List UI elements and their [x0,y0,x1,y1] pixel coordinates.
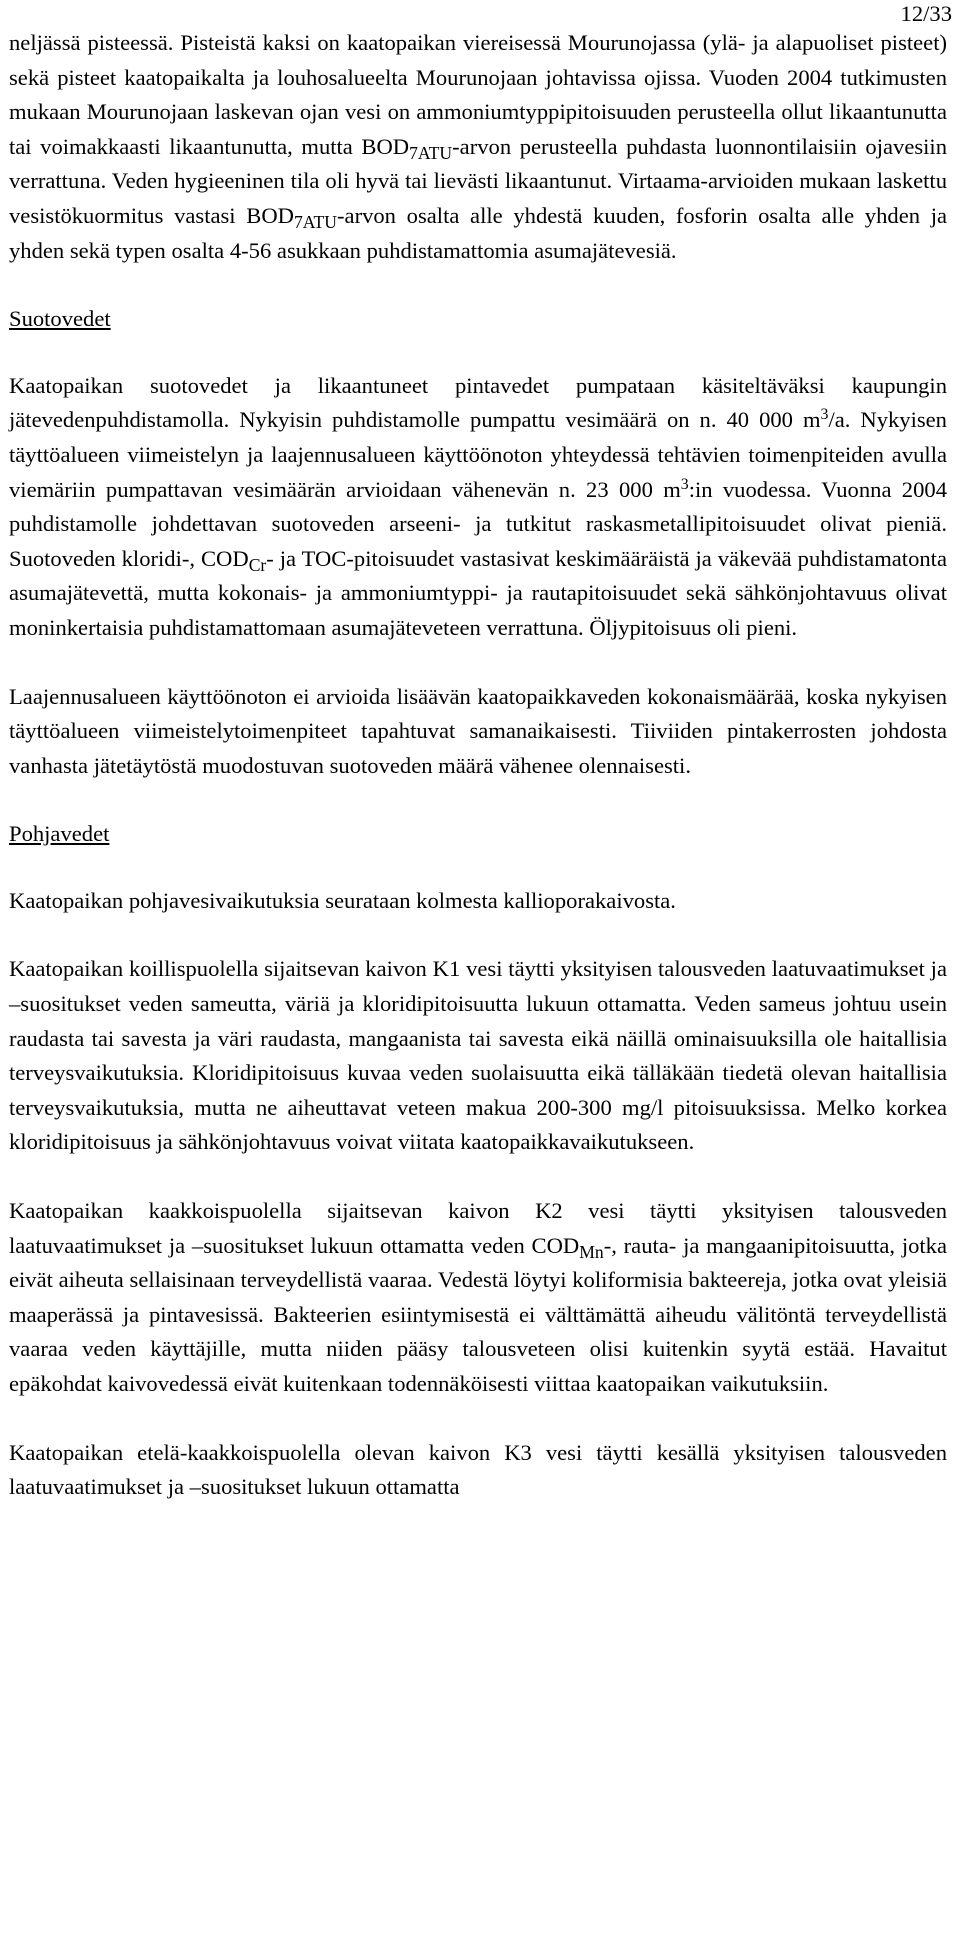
superscript: 3 [680,475,689,493]
page-number: 12/33 [900,1,952,26]
para-pohjavedet-intro [9,884,947,919]
text-run: :in vuodessa. Vuonna 2004 puhdistamolle johdettavan suotoveden arseeni- ja tutkitut raskasmetallipitoisuudet olivat pieniä. Suotoveden kloridi-, COD [9,476,947,571]
text-run: -arvon perusteella puhdasta luonnontilaisiin ojavesiin verrattuna. Veden hygieeninen tila oli hyvä tai lievästi likaantunut. Virtaama-arvioiden mukaan laskettu vesistökuormitus vastasi BOD [9,133,947,228]
para-suotovedet-1 [9,369,947,646]
text-run: -arvon osalta alle yhdestä kuuden, fosforin osalta alle yhden ja yhden sekä typen osalta 4-56 asukkaan puhdistamattomia asumajätevesiä. [9,202,948,263]
heading-suotovedet: Suotovedet [9,306,111,332]
heading-pohjavedet: Pohjavedet [9,821,110,847]
text-run: Kaatopaikan koillispuolella sijaitsevan kaivon K1 vesi täytti yksityisen talousveden laatuvaatimukset ja –suositukset veden sameutta, väriä ja kloridipitoisuutta lukuun ottamatta. Veden sameus johtuu usein raudasta tai savesta ja väri raudasta, mangaanista tai savesta eikä näillä ominaisuuksilla ole haitallisia terveysvaikutuksia. Kloridipitoisuus kuvaa veden suolaisuutta eikä tälläkään tiedetä olevan haitallisia terveysvaikutuksia, mutta ne aiheuttavat veteen makua 200-300 mg/l pitoisuuksissa. Melko korkea kloridipitoisuus ja sähkönjohtavuus voivat viitata kaatopaikkavaikutukseen. [9,956,947,1155]
text-run: -, rauta- ja mangaanipitoisuutta, jotka eivät aiheuta sellaisinaan terveydellistä vaaraa. Vedestä löytyi koliformisia bakteereja, jotka ovat yleisiä maaperässä ja pintavesissä. Bakteerien esiintymisestä ei välttämättä aiheudu välitöntä terveydellistä vaaraa veden käyttäjille, mutta niiden pääsy talousveteen olisi kuitenkin syytä estää. Havaitut epäkohdat kaivovedessä eivät kuitenkaan todennäköisesti viittaa kaatopaikan vaikutuksiin. [9,1232,947,1396]
para-kaivo-k2 [9,1194,947,1402]
subscript: 7ATU [409,142,453,163]
text-run: - ja TOC-pitoisuudet vastasivat keskimääräistä ja väkevää puhdistamatonta asumajätevettä, mutta kokonais- ja ammoniumtyppi- ja rautapitoisuudet sekä sähkönjohtavuus olivat moninkertaisia puhdistamattomaan asumajäteveteen verrattuna. Öljypitoisuus oli pieni. [9,545,947,640]
para-kaivo-k3 [9,1436,947,1505]
subscript: Mn [579,1241,604,1262]
text-run: Kaatopaikan pohjavesivaikutuksia seurataan kolmesta kallioporakaivosta. [9,887,676,913]
document-body [9,26,947,1505]
para-kaivo-k1 [9,952,947,1160]
superscript: 3 [820,406,829,424]
text-run: neljässä pisteessä. Pisteistä kaksi on kaatopaikan viereisessä Mourunojassa (ylä- ja alapuoliset pisteet) sekä pisteet kaatopaikalta ja louhosalueelta Mourunojaan johtavissa ojissa. Vuoden 2004 tutkimusten mukaan Mourunojaan laskevan ojan vesi on ammoniumtyppipitoisuuden perusteella ollut likaantunutta tai voimakkaasti likaantunutta, mutta BOD [9,30,947,159]
subscript: 7ATU [293,211,338,232]
subscript: Cr [248,554,267,575]
text-run: Kaatopaikan etelä-kaakkoispuolella olevan kaivon K3 vesi täytti kesällä yksityisen talousveden laatuvaatimukset ja –suositukset lukuun ottamatta [9,1439,947,1500]
para-suotovedet-2 [9,680,947,784]
text-run: Kaatopaikan kaakkoispuolella sijaitsevan kaivon K2 vesi täytti yksityisen talousveden laatuvaatimukset ja –suositukset lukuun ottamatta veden COD [9,1198,947,1258]
para-lichen-and-quality [9,26,947,268]
text-run: /a. Nykyisen täyttöalueen viimeistelyn ja laajennusalueen käyttöönoton yhteydessä tehtävien toimenpiteiden avulla viemäriin pumpattavan vesimäärän arvioidaan vähenevän n. 23 000 m [9,407,947,502]
text-run: Kaatopaikan suotovedet ja likaantuneet pintavedet pumpataan käsiteltäväksi kaupungin jätevedenpuhdistamolla. Nykyisin puhdistamolle pumpattu vesimäärä on n. 40 000 m [9,372,947,433]
text-run: Laajennusalueen käyttöönoton ei arvioida lisäävän kaatopaikkaveden kokonaismäärää, koska nykyisen täyttöalueen viimeistelytoimenpiteet tapahtuvat samanaikaisesti. Tiiviiden pintakerrosten johdosta vanhasta jätetäytöstä muodostuvan suotoveden määrä vähenee olennaisesti. [9,683,947,778]
